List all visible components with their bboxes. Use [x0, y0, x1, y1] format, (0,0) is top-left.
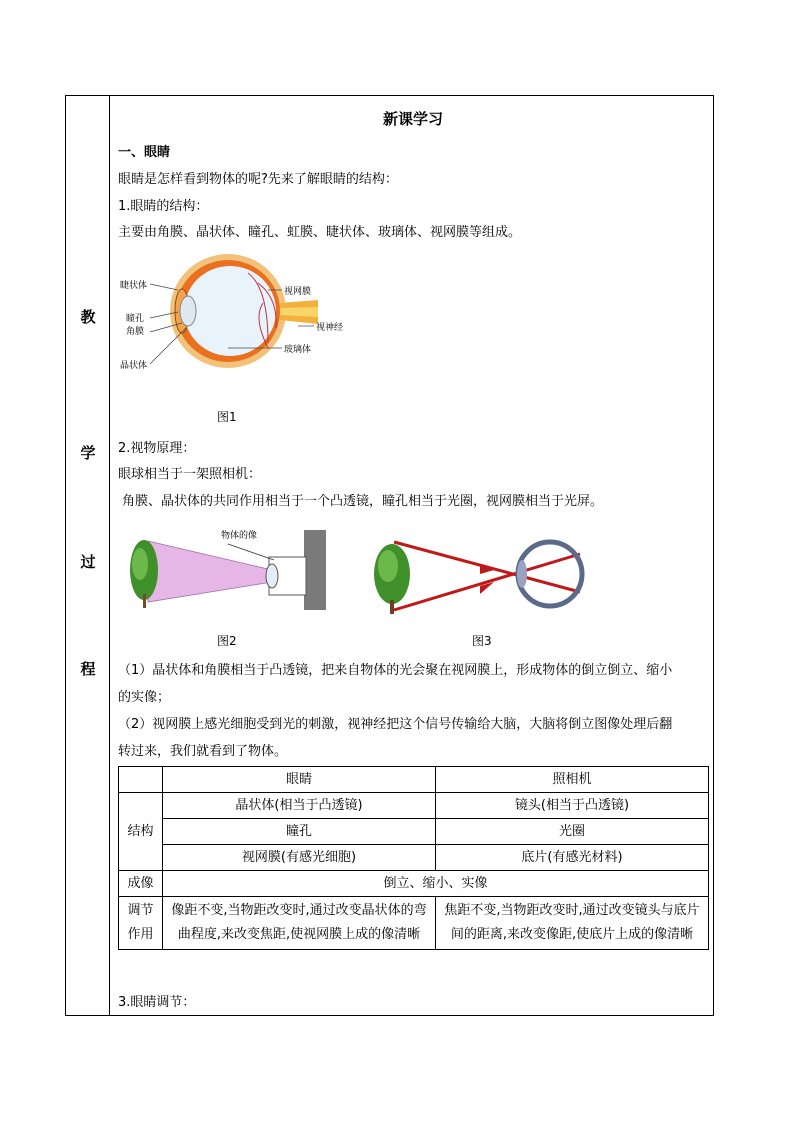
table-cell: 光圈	[436, 819, 709, 845]
figure2-caption: 图2	[217, 634, 237, 648]
table-cell: 瞳孔	[163, 819, 436, 845]
table-row	[119, 871, 709, 897]
subheading-principle: 2.视物原理：	[118, 441, 196, 456]
table-rowhead-structure: 结构	[119, 793, 163, 871]
table-cell-empty	[119, 767, 163, 793]
table-row	[119, 819, 709, 845]
subheading-adjust: 3.眼睛调节：	[118, 995, 196, 1010]
principle-text: 角膜、晶状体的共同作用相当于一个凸透镜，瞳孔相当于光圈，视网膜相当于光屏。	[122, 494, 604, 509]
section-heading: 一、眼睛	[118, 145, 171, 160]
label-lens: 晶状体	[120, 361, 148, 371]
rowhead-line: 作用	[127, 927, 154, 942]
camera-analogy: 眼球相当于一架照相机：	[118, 467, 262, 482]
table-cell: 视网膜(有感光细胞)	[163, 845, 436, 871]
figure1-caption: 图1	[217, 410, 237, 424]
rowhead-line: 调节	[127, 903, 154, 918]
table-cell: 晶状体(相当于凸透镜)	[163, 793, 436, 819]
label-vitreous: 玻璃体	[284, 345, 312, 355]
paragraph-1-line2: 的实像；	[118, 690, 171, 705]
side-char-cheng: 程	[80, 660, 96, 678]
table-cell: 镜头(相当于凸透镜)	[436, 793, 709, 819]
paragraph-2-line2: 转过来，我们就看到了物体。	[118, 744, 288, 759]
page-title: 新课学习	[382, 110, 443, 128]
side-column	[66, 96, 110, 1015]
table-header-camera: 照相机	[436, 767, 709, 793]
paragraph-1-line1: （1）晶状体和角膜相当于凸透镜，把来自物体的光会聚在视网膜上，形成物体的倒立倒立、缩小	[118, 663, 673, 678]
table-rowhead-imaging: 成像	[119, 871, 163, 897]
label-optic-nerve: 视神经	[316, 323, 344, 333]
table-row	[119, 767, 709, 793]
table-row	[119, 845, 709, 871]
table-row	[119, 897, 709, 950]
label-retina: 视网膜	[284, 287, 312, 297]
eye-diagram	[118, 248, 378, 388]
table-rowhead-adjust	[119, 897, 163, 950]
figure3-caption: 图3	[472, 634, 492, 648]
side-char-xue: 学	[80, 444, 96, 462]
table-cell: 倒立、缩小、实像	[163, 871, 709, 897]
structure-text: 主要由角膜、晶状体、瞳孔、虹膜、睫状体、玻璃体、视网膜等组成。	[118, 225, 522, 240]
side-char-jiao: 教	[80, 308, 96, 326]
table-row	[119, 793, 709, 819]
eye-camera-comparison-table	[118, 766, 709, 950]
label-image: 物体的像	[221, 531, 258, 541]
label-pupil: 瞳孔	[126, 314, 145, 324]
camera-diagram	[124, 524, 334, 614]
paragraph-2-line1: （2）视网膜上感光细胞受到光的刺激，视神经把这个信号传输给大脑，大脑将倒立图像处理后翻	[118, 717, 673, 732]
content-area	[118, 96, 708, 1015]
label-ciliary: 睫状体	[120, 281, 148, 291]
table-cell: 像距不变,当物距改变时,通过改变晶状体的弯曲程度,来改变焦距,使视网膜上成的像清晰	[163, 897, 436, 950]
subheading-structure: 1.眼睛的结构：	[118, 199, 209, 214]
label-cornea: 角膜	[126, 327, 145, 337]
intro-text: 眼睛是怎样看到物体的呢?先来了解眼睛的结构：	[118, 172, 398, 187]
table-cell: 焦距不变,当物距改变时,通过改变镜头与底片间的距离,来改变像距,使底片上成的像清晰	[436, 897, 709, 950]
side-char-guo: 过	[80, 553, 96, 571]
table-header-eye: 眼睛	[163, 767, 436, 793]
eye-imaging-diagram	[368, 536, 608, 621]
lesson-frame	[65, 95, 714, 1016]
table-cell: 底片(有感光材料)	[436, 845, 709, 871]
